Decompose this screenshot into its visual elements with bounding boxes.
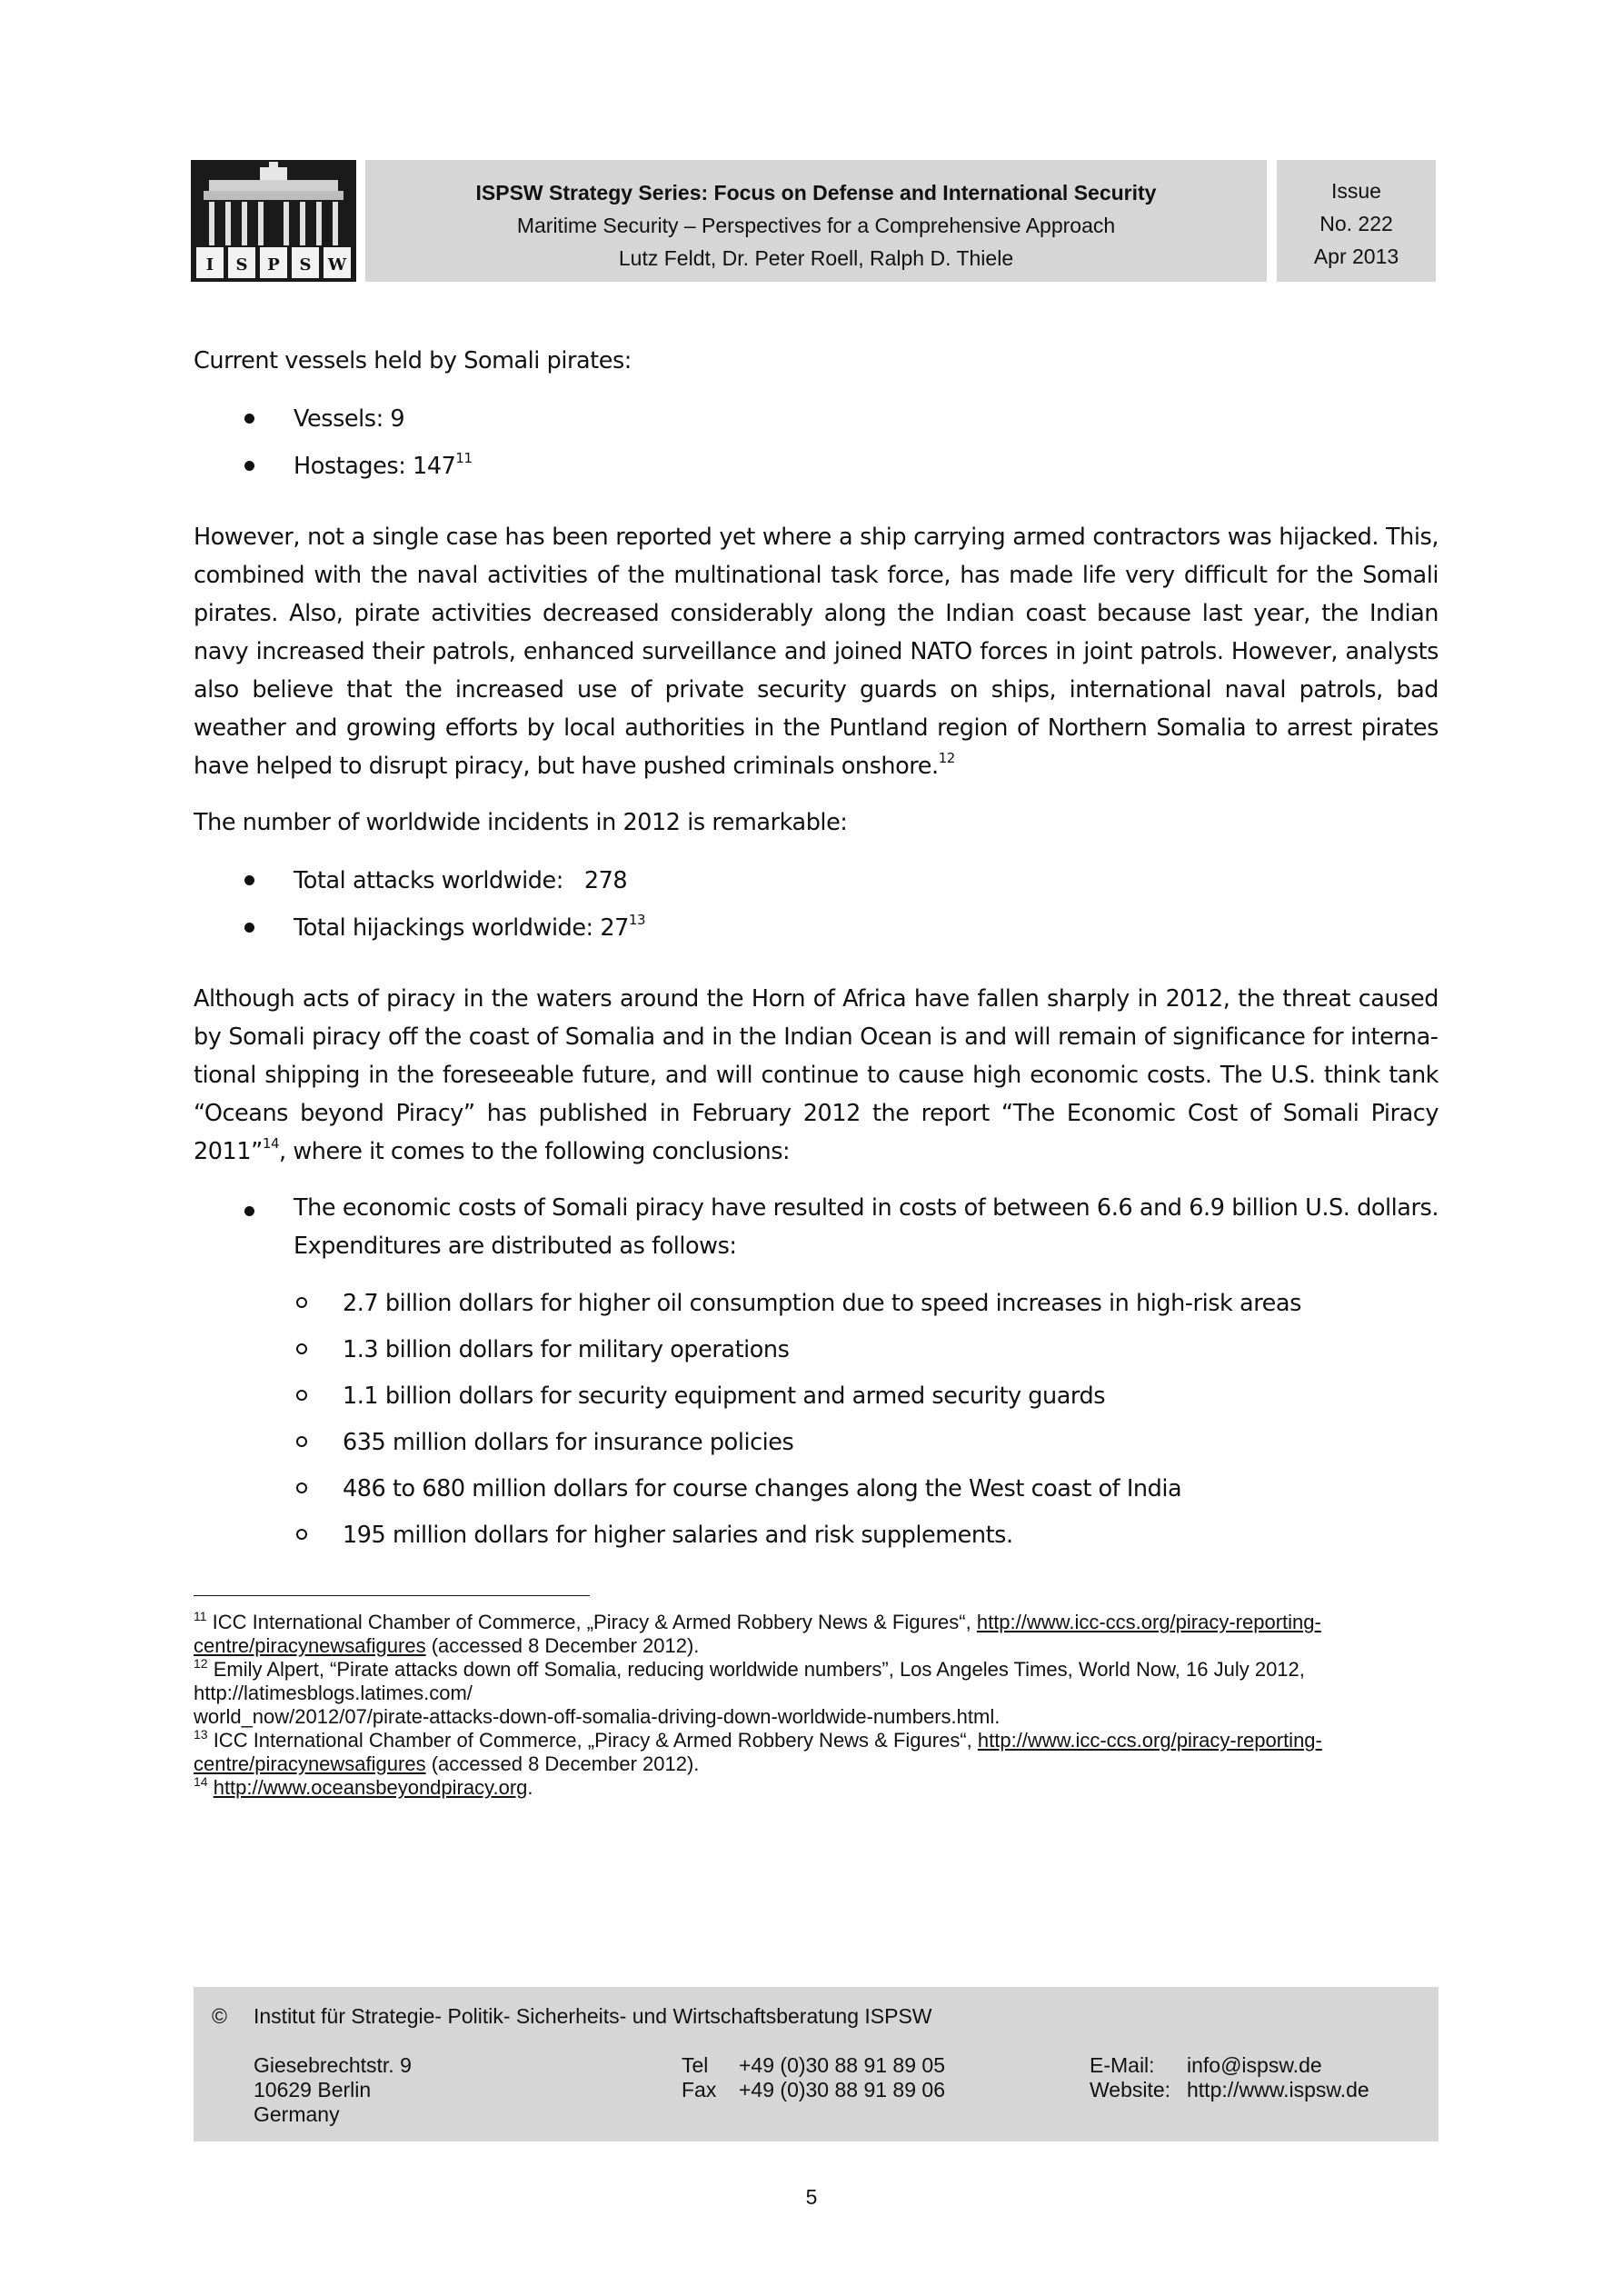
- footnote-text: ICC International Chamber of Commerce, „Piracy & Armed Robbery News & Figures“,: [206, 1611, 977, 1633]
- footnote-number: 11: [194, 1609, 207, 1623]
- footnote-ref: 13: [628, 912, 646, 928]
- fax-label: Fax: [682, 2078, 717, 2101]
- footer-box: [194, 1987, 1439, 2141]
- tel-value: +49 (0)30 88 91 89 05: [739, 2053, 945, 2077]
- footnote-ref: 12: [938, 750, 955, 766]
- paragraph-1: [194, 518, 1439, 785]
- footnote-link[interactable]: centre/piracynewsafigures: [194, 1752, 426, 1775]
- tel-label: Tel: [682, 2053, 709, 2077]
- bullet-icon: [244, 1206, 254, 1216]
- issue-number: No. 222: [1319, 212, 1393, 235]
- series-title: ISPSW Strategy Series: Focus on Defense and International Security: [475, 181, 1157, 205]
- paper-title: Maritime Security – Perspectives for a Comprehensive Approach: [516, 214, 1116, 237]
- footnote-14: [194, 1776, 1440, 1800]
- footnote-12-url-2: world_now/2012/07/pirate-attacks-down-off-somalia-driving-down-worldwide-numbers.html.: [194, 1705, 1001, 1728]
- ispsw-logo: [191, 160, 356, 282]
- footnote-link[interactable]: http://www.icc-ccs.org/piracy-reporting-: [976, 1611, 1321, 1633]
- circle-bullet-icon: [296, 1343, 307, 1354]
- footnote-divider: [194, 1595, 590, 1596]
- header-issue-box: [1277, 160, 1436, 282]
- website-label: Website:: [1090, 2078, 1171, 2101]
- footnote-text: (accessed 8 December 2012).: [425, 1752, 700, 1775]
- address-city: 10629 Berlin: [254, 2078, 372, 2101]
- footnote-13-cont: [194, 1752, 1440, 1776]
- hijackings-item: Total hijackings worldwide: 27: [294, 914, 629, 942]
- footnote-link[interactable]: http://www.icc-ccs.org/piracy-reporting-: [977, 1729, 1322, 1752]
- footnote-ref: 11: [455, 450, 473, 466]
- bullet-icon: [244, 923, 254, 933]
- footnote-12-url-1: http://latimesblogs.latimes.com/: [194, 1682, 473, 1704]
- sub-item: 195 million dollars for higher salaries and risk supplements.: [343, 1522, 1013, 1549]
- footnote-11: [194, 1611, 1440, 1634]
- paragraph-2-tail: , where it comes to the following conclusions:: [279, 1138, 791, 1165]
- logo-letter: W: [327, 255, 347, 275]
- sub-item: 1.3 billion dollars for military operations: [343, 1336, 790, 1363]
- email-label: E-Mail:: [1090, 2053, 1155, 2077]
- footnote-link[interactable]: centre/piracynewsafigures: [194, 1634, 426, 1657]
- circle-bullet-icon: [296, 1482, 307, 1493]
- header-title-box: [365, 160, 1267, 282]
- logo-letter: S: [235, 255, 248, 275]
- costs-line-2: Expenditures are distributed as follows:: [294, 1233, 737, 1260]
- attacks-item: Total attacks worldwide: 278: [294, 867, 628, 894]
- bullet-icon: [244, 414, 254, 424]
- paragraph-2: [194, 980, 1439, 1171]
- sub-item: 635 million dollars for insurance policies: [343, 1429, 794, 1456]
- hostages-item: Hostages: 147: [294, 453, 456, 480]
- brandenburg-gate-icon: [191, 160, 356, 282]
- bullet-icon: [244, 461, 254, 471]
- circle-bullet-icon: [296, 1297, 307, 1308]
- footnote-text: .: [527, 1776, 533, 1799]
- issue-label: Issue: [1331, 179, 1381, 203]
- footnote-number: 14: [194, 1774, 208, 1789]
- bullet-icon: [244, 875, 254, 885]
- intro-vessels: Current vessels held by Somali pirates:: [194, 347, 632, 374]
- sub-item: 486 to 680 million dollars for course changes along the West coast of India: [343, 1475, 1182, 1502]
- intro-incidents: The number of worldwide incidents in 2012 is remarkable:: [194, 809, 848, 836]
- circle-bullet-icon: [296, 1390, 307, 1401]
- logo-letter: S: [299, 255, 312, 275]
- footnote-link[interactable]: http://www.oceansbeyondpiracy.org: [213, 1776, 528, 1799]
- footnote-ref: 14: [262, 1135, 280, 1152]
- footnote-11-cont: [194, 1634, 1440, 1658]
- footnote-text: ICC International Chamber of Commerce, „Piracy & Armed Robbery News & Figures“,: [207, 1729, 978, 1752]
- fax-value: +49 (0)30 88 91 89 06: [739, 2078, 945, 2101]
- circle-bullet-icon: [296, 1529, 307, 1540]
- issue-date: Apr 2013: [1313, 245, 1399, 268]
- website-link[interactable]: http://www.ispsw.de: [1187, 2078, 1369, 2101]
- authors: Lutz Feldt, Dr. Peter Roell, Ralph D. Thiele: [618, 246, 1014, 270]
- footnote-12: [194, 1658, 1440, 1682]
- address-street: Giesebrechtstr. 9: [254, 2053, 412, 2077]
- footnote-number: 13: [194, 1727, 208, 1742]
- sub-item: 1.1 billion dollars for security equipment and armed security guards: [343, 1383, 1106, 1410]
- footnote-13: [194, 1729, 1440, 1752]
- address-country: Germany: [254, 2102, 340, 2126]
- list-item: [194, 1189, 1439, 1265]
- paragraph-2-text: Although acts of piracy in the waters around the Horn of Africa have fallen sharply in 2012, the threat caused by Somali piracy off the coast of Somalia and in the Indian Ocean is and will remain of significance for international shipping in the foreseeable future, and will continue to cause high economic costs. The U.S. think tank “Oceans beyond Piracy” has published in February 2012 the report “The Economic Cost of Somali Piracy 2011”: [194, 985, 1439, 1165]
- logo-letter: I: [205, 255, 214, 275]
- footnote-number: 12: [194, 1656, 208, 1671]
- footnote-text: Emily Alpert, “Pirate attacks down off Somalia, reducing worldwide numbers”, Los Angeles Times, World Now, 16 July 2012,: [207, 1658, 1305, 1681]
- sub-item: 2.7 billion dollars for higher oil consumption due to speed increases in high-risk areas: [343, 1290, 1301, 1317]
- footnotes: [194, 1611, 1440, 1800]
- email-link[interactable]: info@ispsw.de: [1187, 2053, 1322, 2077]
- institute-name: Institut für Strategie- Politik- Sicherheits- und Wirtschaftsberatung ISPSW: [254, 2004, 932, 2028]
- footnote-text: (accessed 8 December 2012).: [425, 1634, 700, 1657]
- circle-bullet-icon: [296, 1436, 307, 1447]
- costs-line-1: The economic costs of Somali piracy have resulted in costs of between 6.6 and 6.9 billion U.S. dollars.: [294, 1194, 1439, 1222]
- page-number: 5: [805, 2185, 818, 2209]
- copyright-icon: ©: [212, 2004, 227, 2028]
- vessels-item: Vessels: 9: [294, 405, 405, 433]
- logo-letter: P: [267, 255, 280, 275]
- paragraph-1-text: However, not a single case has been reported yet where a ship carrying armed contractors was hijacked. This, combined with the naval activities of the multinational task force, has made life very difficult for the Somali pirates. Also, pirate activities decreased considerably along the Indian coast because last year, the Indian navy increased their patrols, enhanced surveillance and joined NATO forces in joint patrols. However, analysts also believe that the increased use of private security guards on ships, international naval patrols, bad weather and growing efforts by local authorities in the Puntland region of Northern Somalia to arrest pirates have helped to disrupt piracy, but have pushed criminals onshore.: [194, 524, 1439, 780]
